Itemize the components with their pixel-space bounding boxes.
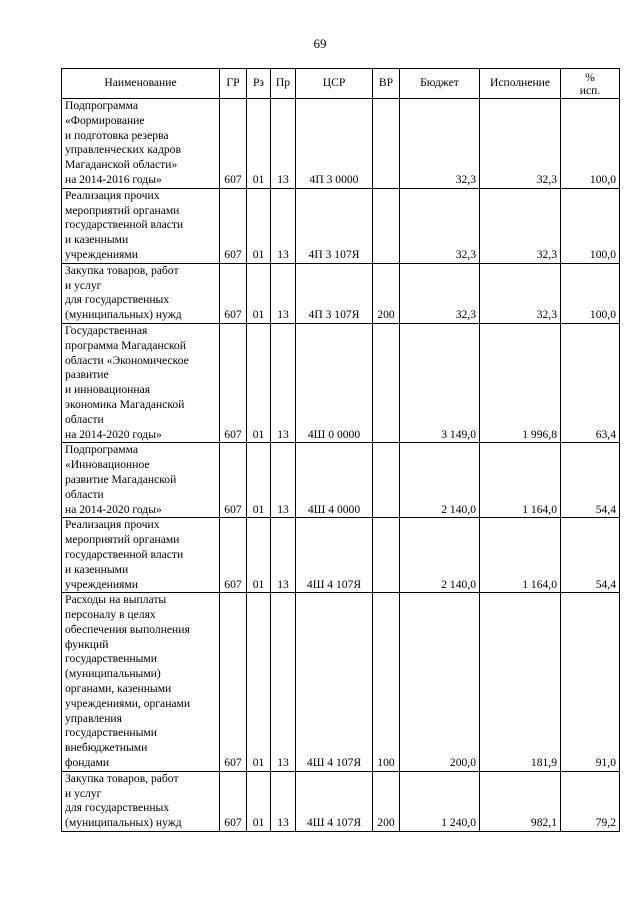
- cell-execution: 181,9: [480, 593, 561, 772]
- row-name-line: и инновационная: [65, 383, 151, 397]
- cell-execution: 1 996,8: [480, 323, 561, 442]
- header-csr: ЦСР: [296, 69, 373, 99]
- cell-pr: 13: [271, 263, 296, 323]
- row-name-line: управления: [65, 711, 122, 725]
- row-name-line: «Инновационное: [65, 458, 150, 472]
- cell-pr: 13: [271, 188, 296, 263]
- header-gr: ГР: [220, 69, 247, 99]
- row-name-line: на 2014-2020 годы»: [65, 502, 162, 516]
- cell-pr: 13: [271, 99, 296, 189]
- table-row: [62, 323, 620, 442]
- row-name-cell: [62, 263, 220, 323]
- cell-pr: 13: [271, 518, 296, 593]
- cell-percent: 100,0: [561, 188, 620, 263]
- table-row: [62, 771, 620, 831]
- cell-vr: 100: [373, 593, 400, 772]
- cell-csr: 4Ш 4 0000: [296, 443, 373, 518]
- cell-gr: 607: [220, 443, 247, 518]
- row-name-line: управленческих кадров: [65, 143, 181, 157]
- budget-table: [61, 68, 620, 832]
- cell-gr: 607: [220, 323, 247, 442]
- cell-vr: [373, 99, 400, 189]
- row-name-line: мероприятий органами: [65, 203, 180, 217]
- row-name-line: Реализация прочих: [65, 188, 160, 202]
- table-row: [62, 518, 620, 593]
- row-name-line: области: [65, 412, 104, 426]
- row-name-line: для государственных: [65, 293, 170, 307]
- cell-csr: 4Ш 4 107Я: [296, 593, 373, 772]
- cell-csr: 4П 3 107Я: [296, 263, 373, 323]
- row-name-line: Государственная: [65, 323, 148, 337]
- table-row: [62, 188, 620, 263]
- row-name-line: на 2014-2020 годы»: [65, 427, 162, 441]
- row-name-line: и услуг: [65, 278, 102, 292]
- cell-gr: 607: [220, 99, 247, 189]
- row-name-cell: [62, 323, 220, 442]
- cell-percent: 100,0: [561, 263, 620, 323]
- row-name-line: развитие: [65, 368, 109, 382]
- row-name-line: государственной власти: [65, 218, 184, 232]
- row-name-line: учреждениями: [65, 247, 138, 261]
- cell-csr: 4Ш 4 107Я: [296, 518, 373, 593]
- cell-pr: 13: [271, 771, 296, 831]
- row-name-line: государственными: [65, 726, 157, 740]
- row-name-line: Расходы на выплаты: [65, 593, 167, 607]
- cell-execution: 982,1: [480, 771, 561, 831]
- cell-percent: 79,2: [561, 771, 620, 831]
- cell-percent: 100,0: [561, 99, 620, 189]
- row-name-line: Подпрограмма: [65, 443, 138, 457]
- cell-rz: 01: [247, 771, 271, 831]
- row-name-line: области «Экономическое: [65, 353, 189, 367]
- cell-gr: 607: [220, 593, 247, 772]
- cell-gr: 607: [220, 771, 247, 831]
- table-body: [62, 99, 620, 832]
- row-name-cell: [62, 593, 220, 772]
- cell-pr: 13: [271, 323, 296, 442]
- cell-gr: 607: [220, 188, 247, 263]
- cell-percent: 54,4: [561, 443, 620, 518]
- cell-gr: 607: [220, 518, 247, 593]
- cell-execution: 1 164,0: [480, 518, 561, 593]
- header-percent: % исп.: [561, 69, 620, 99]
- row-name-line: учреждениями, органами: [65, 696, 191, 710]
- header-execution: Исполнение: [480, 69, 561, 99]
- cell-vr: [373, 518, 400, 593]
- cell-percent: 54,4: [561, 518, 620, 593]
- row-name-line: обеспечения выполнения: [65, 622, 190, 636]
- cell-percent: 63,4: [561, 323, 620, 442]
- table-row: [62, 593, 620, 772]
- row-name-line: Закупка товаров, работ: [65, 263, 179, 277]
- cell-execution: 32,3: [480, 188, 561, 263]
- header-name: Наименование: [62, 69, 220, 99]
- row-name-line: на 2014-2016 годы»: [65, 172, 162, 186]
- cell-rz: 01: [247, 99, 271, 189]
- row-name-line: государственными: [65, 652, 157, 666]
- table-row: [62, 99, 620, 189]
- cell-budget: 32,3: [400, 263, 480, 323]
- header-pr: Пр: [271, 69, 296, 99]
- table-row: [62, 443, 620, 518]
- cell-execution: 1 164,0: [480, 443, 561, 518]
- table-row: [62, 263, 620, 323]
- cell-budget: 1 240,0: [400, 771, 480, 831]
- cell-budget: 2 140,0: [400, 518, 480, 593]
- row-name-line: функций: [65, 637, 109, 651]
- cell-budget: 200,0: [400, 593, 480, 772]
- row-name-line: Реализация прочих: [65, 518, 160, 532]
- row-name-line: (муниципальных) нужд: [65, 308, 182, 322]
- row-name-line: учреждениями: [65, 577, 138, 591]
- row-name-line: и казенными: [65, 233, 129, 247]
- row-name-line: фондами: [65, 756, 110, 770]
- cell-csr: 4П 3 0000: [296, 99, 373, 189]
- row-name-line: области: [65, 487, 104, 501]
- cell-percent: 91,0: [561, 593, 620, 772]
- cell-budget: 32,3: [400, 188, 480, 263]
- row-name-cell: [62, 771, 220, 831]
- cell-vr: [373, 323, 400, 442]
- row-name-cell: [62, 99, 220, 189]
- cell-budget: 2 140,0: [400, 443, 480, 518]
- row-name-line: экономика Магаданской: [65, 397, 185, 411]
- cell-csr: 4П 3 107Я: [296, 188, 373, 263]
- cell-rz: 01: [247, 263, 271, 323]
- header-rz: Рз: [247, 69, 271, 99]
- header-budget: Бюджет: [400, 69, 480, 99]
- page-number: 69: [313, 36, 327, 51]
- cell-execution: 32,3: [480, 99, 561, 189]
- row-name-line: (муниципальными): [65, 667, 161, 681]
- row-name-line: программа Магаданской: [65, 338, 186, 352]
- row-name-line: Закупка товаров, работ: [65, 771, 179, 785]
- row-name-line: для государственных: [65, 801, 170, 815]
- cell-vr: 200: [373, 771, 400, 831]
- cell-gr: 607: [220, 263, 247, 323]
- row-name-line: внебюджетными: [65, 741, 148, 755]
- cell-rz: 01: [247, 593, 271, 772]
- row-name-line: и казенными: [65, 562, 129, 576]
- row-name-line: развитие Магаданской: [65, 472, 177, 486]
- cell-budget: 3 149,0: [400, 323, 480, 442]
- row-name-line: (муниципальных) нужд: [65, 816, 182, 830]
- row-name-line: мероприятий органами: [65, 533, 180, 547]
- header-vr: ВР: [373, 69, 400, 99]
- row-name-line: Магаданской области»: [65, 158, 178, 172]
- cell-rz: 01: [247, 188, 271, 263]
- cell-vr: 200: [373, 263, 400, 323]
- row-name-cell: [62, 518, 220, 593]
- cell-pr: 13: [271, 593, 296, 772]
- row-name-cell: [62, 188, 220, 263]
- row-name-line: и услуг: [65, 786, 102, 800]
- row-name-line: персоналу в целях: [65, 608, 156, 622]
- row-name-line: и подготовка резерва: [65, 128, 169, 142]
- row-name-line: Подпрограмма: [65, 99, 138, 112]
- table-header-row: [62, 69, 620, 99]
- cell-vr: [373, 443, 400, 518]
- row-name-line: органами, казенными: [65, 682, 172, 696]
- row-name-line: государственной власти: [65, 547, 184, 561]
- cell-rz: 01: [247, 518, 271, 593]
- row-name-cell: [62, 443, 220, 518]
- cell-budget: 32,3: [400, 99, 480, 189]
- cell-csr: 4Ш 0 0000: [296, 323, 373, 442]
- cell-rz: 01: [247, 323, 271, 442]
- cell-vr: [373, 188, 400, 263]
- cell-csr: 4Ш 4 107Я: [296, 771, 373, 831]
- cell-execution: 32,3: [480, 263, 561, 323]
- cell-pr: 13: [271, 443, 296, 518]
- cell-rz: 01: [247, 443, 271, 518]
- row-name-line: «Формирование: [65, 113, 145, 127]
